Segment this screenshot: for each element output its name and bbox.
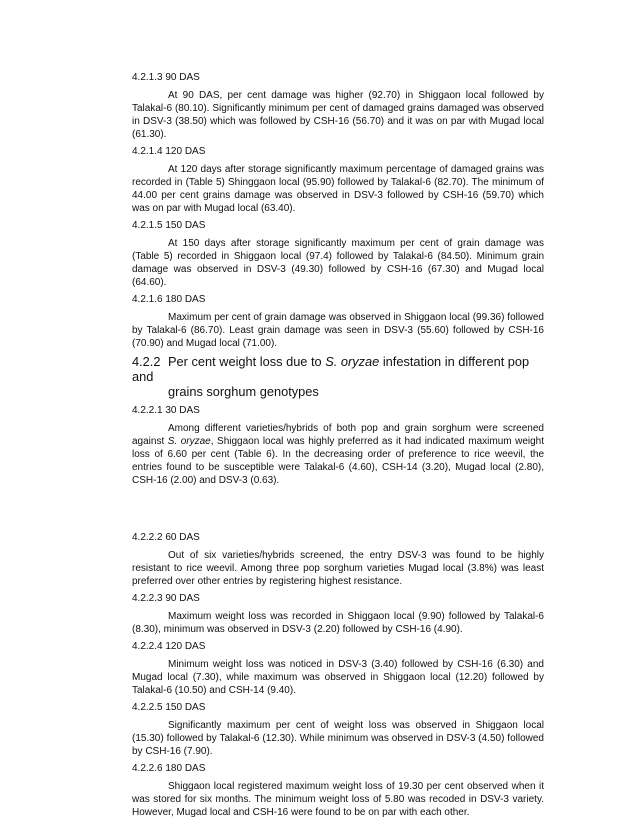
subsection-heading: 4.2.2.1 30 DAS — [132, 405, 200, 416]
subsection-heading: 4.2.2.2 60 DAS — [132, 532, 200, 543]
subsection-heading: 4.2.1.3 90 DAS — [132, 72, 200, 83]
paragraph: Minimum weight loss was noticed in DSV-3 (3.40) followed by CSH-16 (6.30) and Mugad local (7.30), while maximum was observed in Shiggaon local (12.20) followed by Talakal-6 (10.50) and CSH-14 (9.40). — [132, 659, 544, 696]
section-title-line2: grains sorghum genotypes — [168, 384, 319, 399]
paragraph: Out of six varieties/hybrids screened, the entry DSV-3 was found to be highly resistant to rice weevil. Among three pop sorghum varieties Mugad local (3.8%) was least preferred over other entries by registering highest resistance. — [132, 550, 544, 587]
species-name: S. oryzae — [325, 354, 380, 369]
page-content — [132, 71, 544, 823]
paragraph: At 90 DAS, per cent damage was higher (92.70) in Shiggaon local followed by Talakal-6 (80.10). Significantly minimum per cent of damaged grains damaged was observed in DSV-3 (38.50) which was followed by CSH-16 (56.70) and it was on par with Mugad local (61.30). — [132, 90, 544, 140]
paragraph: Shiggaon local registered maximum weight loss of 19.30 per cent observed when it was stored for six months. The minimum weight loss of 5.80 was recoded in DSV-3 variety. However, Mugad local and CSH-16 were found to be on par with each other. — [132, 781, 544, 818]
paragraph: Significantly maximum per cent of weight loss was observed in Shiggaon local (15.30) followed by Talakal-6 (12.30). While minimum was observed in DSV-3 (4.50) followed by CSH-16 (7.90). — [132, 720, 544, 757]
section-heading — [132, 354, 544, 399]
subsection-heading: 4.2.1.5 150 DAS — [132, 220, 206, 231]
subsection-heading: 4.2.1.6 180 DAS — [132, 294, 206, 305]
section-title-part: Per cent weight loss due to — [168, 354, 326, 369]
paragraph: At 120 days after storage significantly maximum percentage of damaged grains was recorded in (Table 5) Shinggaon local (95.90) followed by Talakal-6 (82.70). The minimum of 44.00 per cent grains damage was observed in DSV-3 followed by CSH-16 (59.70) which was on par with Mugad local (63.40). — [132, 164, 544, 214]
subsection-heading: 4.2.2.5 150 DAS — [132, 702, 206, 713]
subsection-heading: 4.2.2.4 120 DAS — [132, 641, 206, 652]
subsection-heading: 4.2.1.4 120 DAS — [132, 146, 206, 157]
section-number: 4.2.2 — [132, 354, 161, 369]
species-name: S. oryzae — [167, 436, 211, 447]
paragraph-text: , Shiggaon local was highly preferred as it had indicated maximum weight loss of 6.60 per cent (Table 6). In the decreasing order of preference to rice weevil, the entries found to be susceptible were Talakal-6 (4.60), CSH-14 (3.20), Mugad local (2.80), CSH-16 (2.00) and DSV-3 (0.63). — [132, 436, 544, 486]
paragraph: Maximum per cent of grain damage was observed in Shiggaon local (99.36) followed by Talakal-6 (86.70). Least grain damage was seen in DSV-3 (55.60) followed by CSH-16 (70.90) and Mugad local (71.00). — [132, 312, 544, 349]
subsection-heading: 4.2.2.3 90 DAS — [132, 593, 200, 604]
paragraph: Maximum weight loss was recorded in Shiggaon local (9.90) followed by Talakal-6 (8.30), minimum was observed in DSV-3 (2.20) followed by CSH-16 (4.90). — [132, 611, 544, 635]
paragraph — [132, 422, 544, 487]
paragraph-text: Among different varieties/hybrids of both pop and grain sorghum were screened against — [132, 423, 544, 447]
blank-space — [132, 491, 544, 531]
section-title-part: infestation in different pop and — [132, 354, 530, 384]
subsection-heading: 4.2.2.6 180 DAS — [132, 763, 206, 774]
paragraph: At 150 days after storage significantly maximum per cent of grain damage was (Table 5) recorded in Shiggaon local (97.4) followed by Talakal-6 (84.50). Minimum grain damage was observed in DSV-3 (49.30) followed by CSH-16 (67.30) and Mugad local (64.60). — [132, 238, 544, 288]
